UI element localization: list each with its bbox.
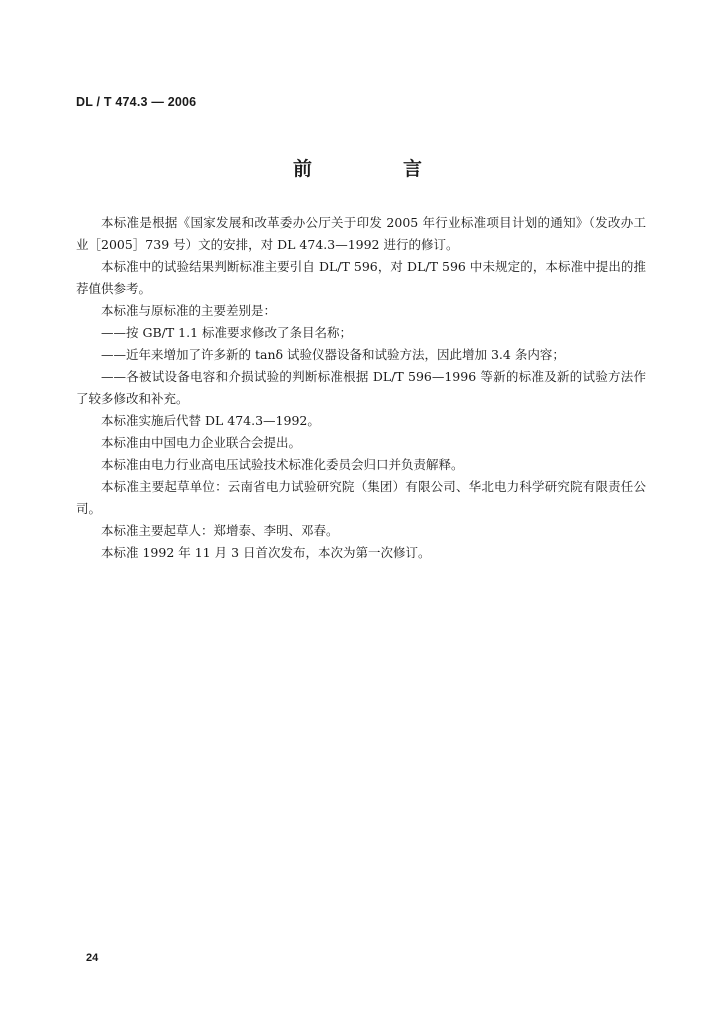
paragraph-drafting-units: 本标准主要起草单位：云南省电力试验研究院（集团）有限公司、华北电力科学研究院有限责任公司。 bbox=[76, 479, 646, 516]
page-title: 前 言 bbox=[292, 158, 458, 180]
document-code-header: DL / T 474.3 — 2006 bbox=[76, 95, 197, 109]
paragraph-difference-2: ——近年来增加了许多新的 tanδ 试验仪器设备和试验方法，因此增加 3.4 条内容； bbox=[101, 347, 565, 362]
paragraph-drafters: 本标准主要起草人：郑增泰、李明、邓春。 bbox=[101, 523, 339, 538]
paragraph-responsible: 本标准由电力行业高电压试验技术标准化委员会归口并负责解释。 bbox=[101, 457, 464, 472]
foreword-body bbox=[76, 212, 646, 564]
paragraph-proposed-by: 本标准由中国电力企业联合会提出。 bbox=[101, 435, 302, 450]
paragraph-difference-3: ——各被试设备电容和介损试验的判断标准根据 DL/T 596—1996 等新的标准及新的试验方法作了较多修改和补充。 bbox=[76, 369, 646, 406]
paragraph-difference-1: ——按 GB/T 1.1 标准要求修改了条目名称； bbox=[101, 325, 353, 340]
paragraph-replaces: 本标准实施后代替 DL 474.3—1992。 bbox=[101, 413, 320, 428]
paragraph-differences-intro: 本标准与原标准的主要差别是： bbox=[101, 303, 277, 318]
paragraph-basis: 本标准是根据《国家发展和改革委办公厅关于印发 2005 年行业标准项目计划的通知》（发改办工业［2005］739 号）文的安排，对 DL 474.3—1992 进行的修订。 bbox=[76, 215, 646, 252]
paragraph-release-history: 本标准 1992 年 11 月 3 日首次发布，本次为第一次修订。 bbox=[101, 545, 431, 560]
paragraph-criteria-source: 本标准中的试验结果判断标准主要引自 DL/T 596，对 DL/T 596 中未规定的，本标准中提出的推荐值供参考。 bbox=[76, 259, 646, 296]
page-number: 24 bbox=[86, 952, 99, 964]
